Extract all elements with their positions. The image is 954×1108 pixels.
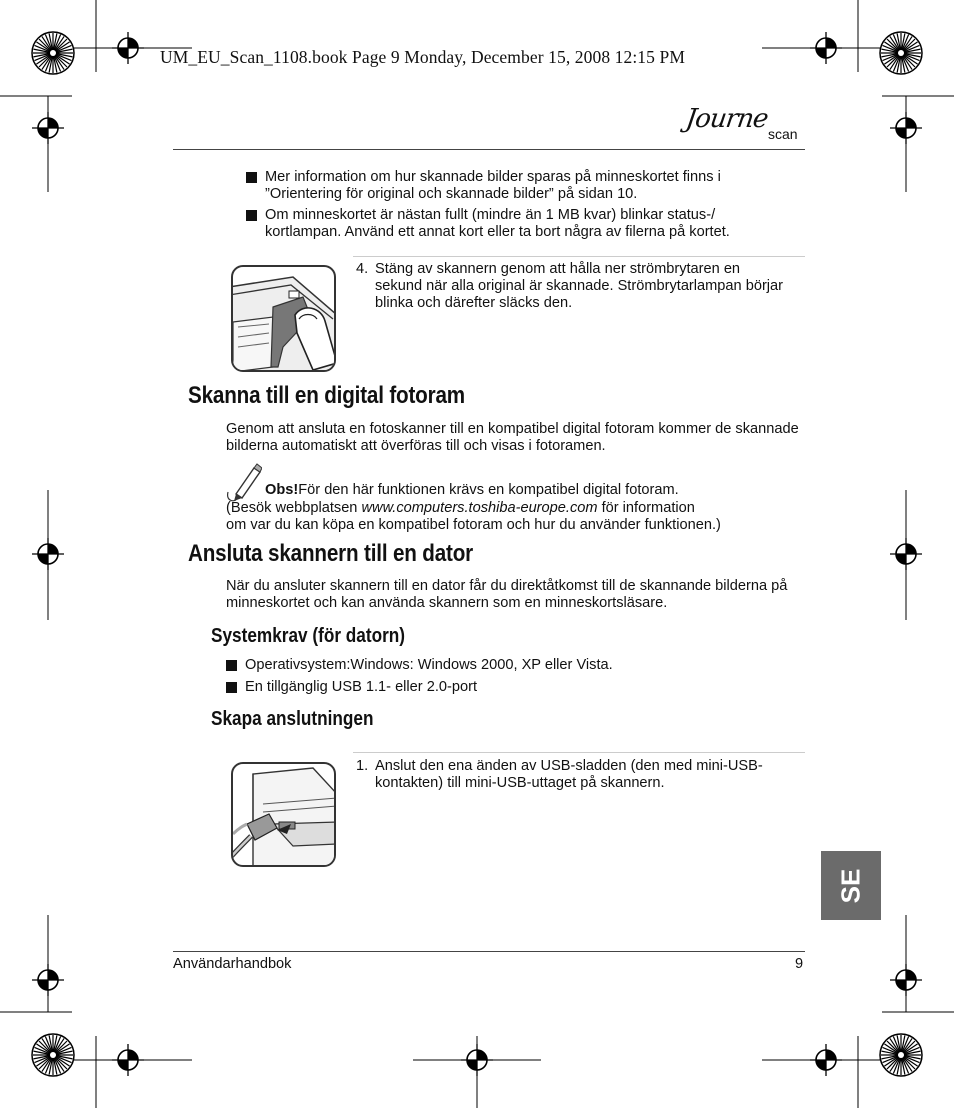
- bullet-text: Om minneskortet är nästan fullt (mindre än 1 MB kvar) blinkar status-/ kortlampan. Använd ett annat kort eller ta bort några av filerna på kortet.: [265, 207, 730, 240]
- step-text: Anslut den ena änden av USB-sladden (den med mini-USB-kontakten) till mini-USB-uttaget på skannern.: [375, 758, 763, 791]
- list-item: [246, 207, 786, 241]
- step-rule: [353, 752, 805, 753]
- bullet-text: Operativsystem:Windows: Windows 2000, XP eller Vista.: [245, 657, 613, 673]
- list-item: [246, 169, 786, 203]
- bullet-square-icon: [226, 660, 237, 671]
- page-number: 9: [795, 956, 804, 972]
- bullet-text: En tillgänglig USB 1.1- eller 2.0-port: [245, 679, 477, 695]
- bullet-text: Mer information om hur skannade bilder sparas på minneskortet finns i ”Orientering för original och skannade bilder” på sidan 10.: [265, 169, 721, 202]
- step-item: [356, 261, 786, 312]
- section-paragraph: Genom att ansluta en fotoskanner till en kompatibel digital fotoram kommer de skannade bilderna automatiskt att överföras till och visas i fotoramen.: [226, 421, 799, 454]
- step-item: [356, 758, 808, 792]
- language-tab-label: SE: [835, 868, 866, 903]
- bullet-square-icon: [246, 210, 257, 221]
- list-item: [226, 679, 786, 696]
- note-text: (Besök webbplatsen: [226, 500, 362, 516]
- header-rule: [173, 149, 805, 150]
- note-line: [265, 482, 679, 499]
- journe-scan-logo: [683, 104, 810, 146]
- step-number: 4.: [356, 261, 369, 277]
- section-title-connect: Ansluta skannern till en dator: [188, 540, 474, 567]
- note-line-3: om var du kan köpa en kompatibel fotoram och hur du använder funktionen.): [226, 517, 721, 533]
- note-text: För den här funktionen krävs en kompatibel digital fotoram.: [298, 482, 679, 498]
- bullet-square-icon: [246, 172, 257, 183]
- book-info-line: UM_EU_Scan_1108.book Page 9 Monday, December 15, 2008 12:15 PM: [160, 47, 685, 67]
- section-paragraph: När du ansluter skannern till en dator får du direktåtkomst till de skannande bilderna på minneskortet och kan använda skannern som en minneskortsläsare.: [226, 578, 788, 611]
- subsection-title-sysreq: Systemkrav (för datorn): [211, 625, 406, 647]
- list-item: [226, 657, 786, 674]
- note-line-2: [226, 500, 695, 517]
- power-button-illustration: [231, 265, 336, 372]
- toshiba-url-link[interactable]: www.computers.toshiba-europe.com: [361, 500, 598, 516]
- section-title-photo-frame: Skanna till en digital fotoram: [188, 382, 465, 409]
- step-text: Stäng av skannern genom att hålla ner strömbrytaren en sekund när alla original är skannade. Strömbrytarlampan börjar blinka och därefter släcks den.: [375, 261, 784, 311]
- usb-connection-illustration: [231, 762, 336, 867]
- footer-rule: [173, 951, 805, 952]
- step-rule: [353, 256, 805, 257]
- pencil-note-icon: [226, 462, 262, 502]
- language-tab: [821, 851, 881, 920]
- footer-title: Användarhandbok: [173, 956, 292, 972]
- subsection-title-connection: Skapa anslutningen: [211, 708, 374, 730]
- note-text: för information: [597, 500, 695, 516]
- note-label: Obs!: [265, 482, 299, 498]
- logo-script-text: Journe: [683, 104, 770, 134]
- logo-scan-text: scan: [768, 126, 798, 142]
- step-number: 1.: [356, 758, 369, 774]
- bullet-square-icon: [226, 682, 237, 693]
